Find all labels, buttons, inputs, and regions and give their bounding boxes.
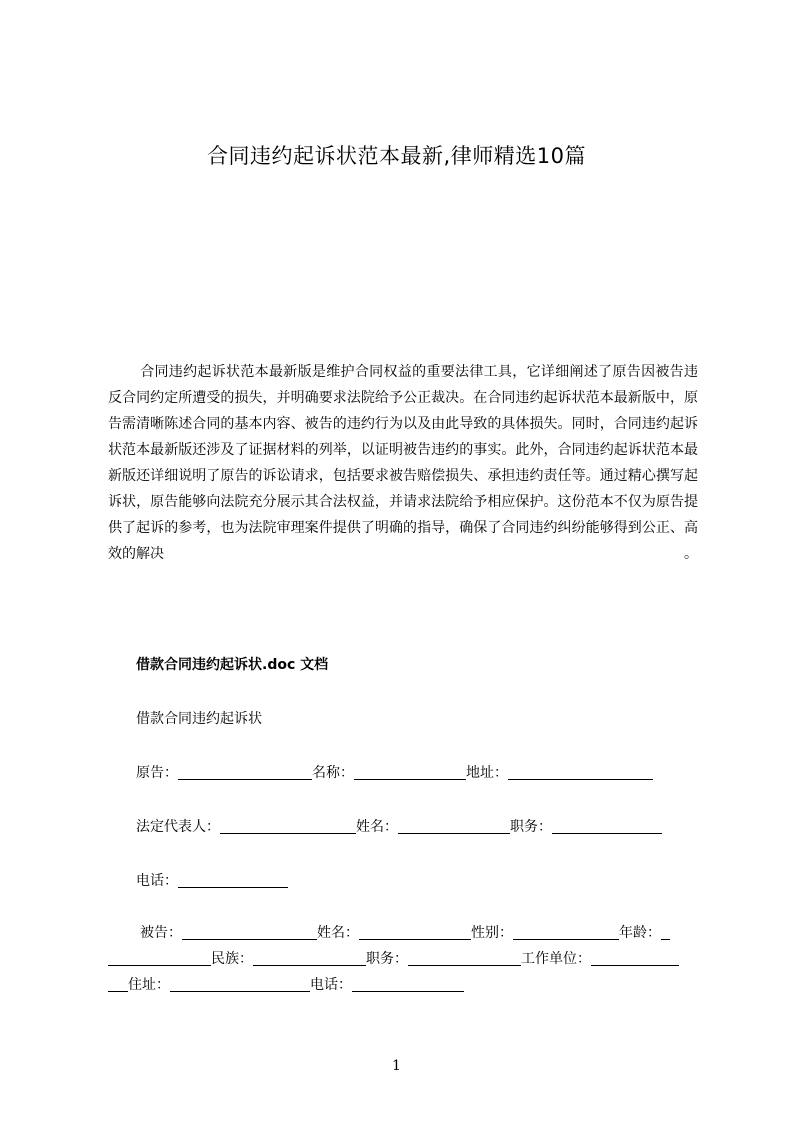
name-blank[interactable]	[354, 763, 466, 780]
workplace-label: 工作单位：	[521, 951, 591, 967]
defendant-phone-label: 电话：	[310, 977, 352, 993]
position-blank[interactable]	[552, 817, 662, 834]
age-blank[interactable]	[661, 923, 670, 940]
plaintiff-label: 原告：	[136, 765, 178, 781]
address-label: 地址：	[466, 765, 508, 781]
address-blank[interactable]	[508, 763, 653, 780]
defendant-line-2	[108, 948, 679, 970]
plaintiff-line	[136, 762, 653, 784]
ethnicity-label: 民族：	[211, 951, 253, 967]
plaintiff-blank[interactable]	[178, 763, 312, 780]
phone-blank[interactable]	[178, 871, 288, 888]
full-name-blank[interactable]	[398, 817, 510, 834]
residence-label: 住址：	[128, 977, 170, 993]
defendant-position-blank[interactable]	[408, 949, 521, 966]
full-name-label: 姓名：	[356, 819, 398, 835]
page-number: 1	[392, 1058, 401, 1074]
document-title: 合同违约起诉状范本最新,律师精选10篇	[207, 144, 586, 168]
legal-rep-blank[interactable]	[220, 817, 356, 834]
defendant-label: 被告：	[140, 925, 182, 941]
workplace-blank-continued[interactable]	[108, 975, 128, 992]
ethnicity-blank[interactable]	[253, 949, 366, 966]
position-label: 职务：	[510, 819, 552, 835]
legal-rep-label: 法定代表人：	[136, 819, 220, 835]
gender-blank[interactable]	[513, 923, 619, 940]
defendant-line-3	[108, 974, 464, 996]
document-subheading: 借款合同违约起诉状	[136, 711, 262, 727]
defendant-name-blank[interactable]	[359, 923, 471, 940]
age-blank-continued[interactable]	[108, 949, 211, 966]
defendant-name-label: 姓名：	[317, 925, 359, 941]
gender-label: 性别：	[471, 925, 513, 941]
legal-rep-line	[136, 816, 662, 838]
workplace-blank[interactable]	[591, 949, 679, 966]
phone-label: 电话：	[136, 873, 178, 889]
intro-end-mark: 。	[684, 546, 698, 562]
defendant-phone-blank[interactable]	[352, 975, 464, 992]
defendant-line-1	[140, 922, 670, 944]
defendant-blank[interactable]	[182, 923, 317, 940]
intro-text: 合同违约起诉状范本最新版是维护合同权益的重要法律工具，它详细阐述了原告因被告违反合同约定所遭受的损失，并明确要求法院给予公正裁决。在合同违约起诉状范本最新版中，原告需清晰陈述合同的基本内容、被告的违约行为以及由此导致的具体损失。同时，合同违约起诉状范本最新版还涉及了证据材料的列举，以证明被告违约的事实。此外，合同违约起诉状范本最新版还详细说明了原告的诉讼请求，包括要求被告赔偿损失、承担违约责任等。通过精心撰写起诉状，原告能够向法院充分展示其合法权益，并请求法院给予相应保护。这份范本不仅为原告提供了起诉的参考，也为法院审理案件提供了明确的指导，确保了合同违约纠纷能够得到公正、高效的解决	[108, 364, 698, 562]
document-heading: 借款合同违约起诉状.doc 文档	[136, 657, 329, 673]
defendant-position-label: 职务：	[366, 951, 408, 967]
name-label: 名称：	[312, 765, 354, 781]
residence-blank[interactable]	[170, 975, 310, 992]
age-label: 年龄：	[619, 925, 661, 941]
intro-paragraph	[108, 359, 698, 567]
phone-line	[136, 870, 288, 892]
